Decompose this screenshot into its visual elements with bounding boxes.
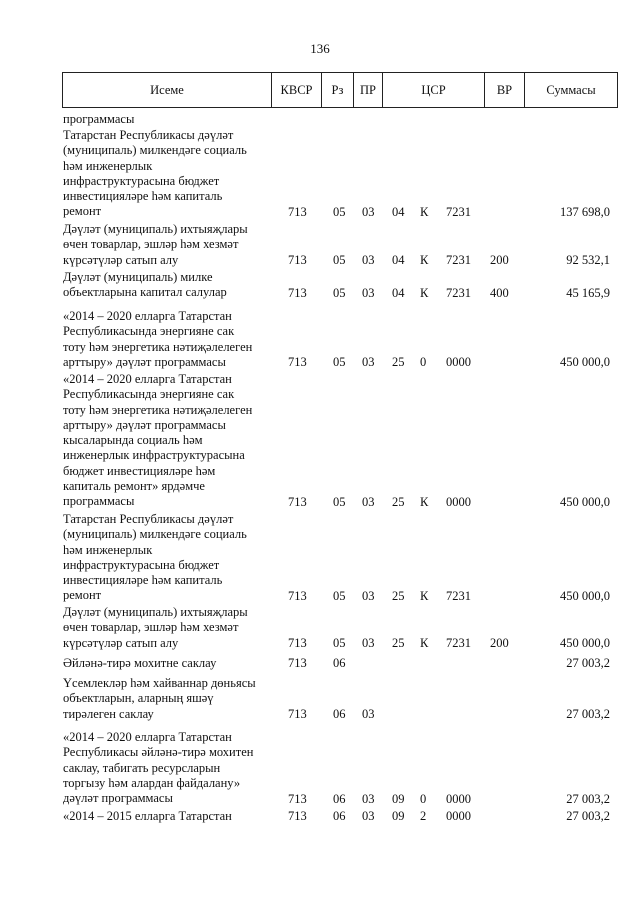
cell-c2: 0 (420, 791, 427, 806)
row-name-line: программасы (63, 112, 135, 126)
cell-sum: 450 000,0 (560, 355, 610, 370)
table-row (0, 128, 640, 220)
row-name-line: объектларын, аларның яшәү (63, 691, 214, 706)
cell-pr: 03 (362, 285, 375, 300)
row-name-line: Республикасы әйләнә-тирә мохитен (63, 745, 254, 760)
row-name-line: инфраструктурасына бюджет (63, 173, 220, 188)
cell-sum: 27 003,2 (566, 809, 610, 824)
table-row (0, 809, 640, 824)
cell-kvsr: 713 (288, 656, 307, 671)
header-kvsr: КВСР (272, 73, 322, 107)
table-row (0, 112, 640, 127)
table-row (0, 372, 640, 510)
header-pr: ПР (354, 73, 383, 107)
row-name-line: инженерлык инфраструктурасына (63, 448, 245, 463)
row-name-line: тоту һәм энергетика нәтиҗәлелеген (63, 339, 253, 354)
cell-pr: 03 (362, 791, 375, 806)
header-sum: Суммасы (546, 83, 596, 97)
cell-sum: 450 000,0 (560, 635, 610, 650)
cell-rz: 06 (333, 791, 346, 806)
row-name (63, 512, 268, 604)
row-name-line: Татарстан Республикасы дәүләт (63, 128, 234, 142)
row-name-line: бюджет инвестицияләре һәм (63, 463, 216, 478)
row-name-line: торгызу һәм алардан файдалану» (63, 775, 241, 790)
cell-c3: 7231 (446, 635, 471, 650)
cell-rz: 05 (333, 285, 346, 300)
row-name (63, 309, 268, 370)
row-name-line: «2014 – 2020 елларга Татарстан (63, 309, 232, 323)
cell-sum: 137 698,0 (560, 204, 610, 219)
cell-c2: К (420, 285, 429, 300)
cell-c2: К (420, 494, 429, 509)
cell-c2: К (420, 588, 429, 603)
row-name-line: инвестицияләре һәм капиталь (63, 573, 223, 588)
row-name-line: Республикасында энергияне сак (63, 324, 235, 339)
row-name-line: күрсәтүләр сатып алу (63, 252, 179, 267)
table-row (0, 676, 640, 722)
cell-vr: 200 (490, 252, 509, 267)
row-name-line: программасы (63, 494, 135, 509)
row-name (63, 222, 268, 268)
table-row (0, 222, 640, 268)
header-csr: ЦСР (383, 73, 485, 107)
cell-c2: К (420, 204, 429, 219)
cell-kvsr: 713 (288, 204, 307, 219)
row-name-line: Үсемлекләр һәм хайваннар дөньясы (63, 676, 256, 690)
cell-kvsr: 713 (288, 252, 307, 267)
cell-c2: 2 (420, 809, 427, 824)
cell-pr: 03 (362, 252, 375, 267)
cell-c3: 7231 (446, 252, 471, 267)
table-row (0, 512, 640, 604)
cell-sum: 27 003,2 (566, 706, 610, 721)
cell-pr: 03 (362, 635, 375, 650)
row-name-line: арттыру» дәүләт программасы (63, 354, 226, 369)
cell-kvsr: 713 (288, 809, 307, 824)
row-name-line: һәм инженерлык (63, 542, 153, 557)
row-name-line: өчен товарлар, эшләр һәм хезмәт (63, 620, 239, 635)
table-row (0, 730, 640, 807)
cell-c2: К (420, 635, 429, 650)
cell-c1: 25 (392, 635, 405, 650)
cell-c1: 04 (392, 252, 405, 267)
cell-pr: 03 (362, 494, 375, 509)
cell-c1: 25 (392, 588, 405, 603)
cell-c3: 7231 (446, 588, 471, 603)
row-name (63, 128, 268, 220)
cell-c1: 09 (392, 809, 405, 824)
cell-pr: 03 (362, 204, 375, 219)
row-name-line: Дәүләт (муниципаль) милке (63, 270, 213, 284)
cell-c3: 7231 (446, 285, 471, 300)
row-name-line: Татарстан Республикасы дәүләт (63, 512, 234, 526)
row-name (63, 112, 268, 127)
header-rz: Рз (322, 73, 354, 107)
table-header (62, 72, 618, 108)
cell-pr: 03 (362, 706, 375, 721)
cell-kvsr: 713 (288, 494, 307, 509)
row-name-line: ремонт (63, 588, 102, 603)
row-name-line: инфраструктурасына бюджет (63, 557, 220, 572)
cell-pr: 03 (362, 588, 375, 603)
cell-vr: 400 (490, 285, 509, 300)
cell-rz: 06 (333, 656, 346, 671)
row-name-line: капиталь ремонт» ярдәмче (63, 479, 205, 494)
cell-rz: 05 (333, 588, 346, 603)
table-row (0, 656, 640, 671)
cell-c3: 7231 (446, 204, 471, 219)
cell-c1: 25 (392, 494, 405, 509)
row-name (63, 730, 268, 806)
cell-vr: 200 (490, 635, 509, 650)
cell-rz: 05 (333, 635, 346, 650)
row-name (63, 270, 268, 301)
cell-pr: 03 (362, 355, 375, 370)
row-name-line: ремонт (63, 204, 102, 219)
row-name-line: тирәлеген саклау (63, 706, 154, 721)
row-name-line: Республикасында энергияне сак (63, 387, 235, 402)
row-name (63, 656, 268, 671)
row-name (63, 605, 268, 651)
cell-c1: 25 (392, 355, 405, 370)
page-number: 136 (310, 41, 330, 56)
cell-sum: 92 532,1 (566, 252, 610, 267)
cell-rz: 05 (333, 494, 346, 509)
cell-c2: 0 (420, 355, 427, 370)
cell-kvsr: 713 (288, 355, 307, 370)
row-name-line: Дәүләт (муниципаль) ихтыяҗлары (63, 222, 248, 236)
cell-rz: 06 (333, 809, 346, 824)
row-name-line: Дәүләт (муниципаль) ихтыяҗлары (63, 605, 248, 619)
row-name-line: кысаларында социаль һәм (63, 433, 203, 448)
cell-c3: 0000 (446, 355, 471, 370)
row-name-line: (муниципаль) милкендәге социаль (63, 143, 247, 158)
row-name-line: тоту һәм энергетика нәтиҗәлелеген (63, 402, 253, 417)
row-name-line: күрсәтүләр сатып алу (63, 635, 179, 650)
row-name-line: объектларына капитал салулар (63, 285, 227, 300)
cell-c1: 09 (392, 791, 405, 806)
cell-sum: 27 003,2 (566, 656, 610, 671)
header-name: Исеме (63, 73, 272, 107)
cell-kvsr: 713 (288, 635, 307, 650)
cell-rz: 05 (333, 355, 346, 370)
row-name (63, 372, 268, 510)
cell-c2: К (420, 252, 429, 267)
table-row (0, 309, 640, 370)
cell-kvsr: 713 (288, 706, 307, 721)
cell-kvsr: 713 (288, 588, 307, 603)
row-name-line: дәүләт программасы (63, 791, 173, 806)
row-name-line: инвестицияләре һәм капиталь (63, 189, 223, 204)
row-name-line: һәм инженерлык (63, 158, 153, 173)
row-name-line: арттыру» дәүләт программасы (63, 417, 226, 432)
table-row (0, 605, 640, 651)
row-name-line: саклау, табигать ресурсларын (63, 760, 221, 775)
cell-sum: 450 000,0 (560, 494, 610, 509)
cell-c3: 0000 (446, 791, 471, 806)
row-name-line: «2014 – 2020 елларга Татарстан (63, 730, 232, 744)
cell-kvsr: 713 (288, 285, 307, 300)
cell-c1: 04 (392, 204, 405, 219)
row-name-line: Әйләнә-тирә мохитне саклау (63, 656, 217, 670)
header-vr: ВР (485, 73, 525, 107)
row-name-line: «2014 – 2020 елларга Татарстан (63, 372, 232, 386)
cell-sum: 27 003,2 (566, 791, 610, 806)
cell-pr: 03 (362, 809, 375, 824)
cell-c1: 04 (392, 285, 405, 300)
table-row (0, 270, 640, 301)
cell-c3: 0000 (446, 494, 471, 509)
cell-kvsr: 713 (288, 791, 307, 806)
row-name (63, 809, 268, 824)
cell-sum: 450 000,0 (560, 588, 610, 603)
cell-sum: 45 165,9 (566, 285, 610, 300)
row-name-line: «2014 – 2015 елларга Татарстан (63, 809, 232, 823)
row-name (63, 676, 268, 722)
cell-c3: 0000 (446, 809, 471, 824)
cell-rz: 05 (333, 252, 346, 267)
row-name-line: (муниципаль) милкендәге социаль (63, 527, 247, 542)
cell-rz: 06 (333, 706, 346, 721)
row-name-line: өчен товарлар, эшләр һәм хезмәт (63, 237, 239, 252)
cell-rz: 05 (333, 204, 346, 219)
